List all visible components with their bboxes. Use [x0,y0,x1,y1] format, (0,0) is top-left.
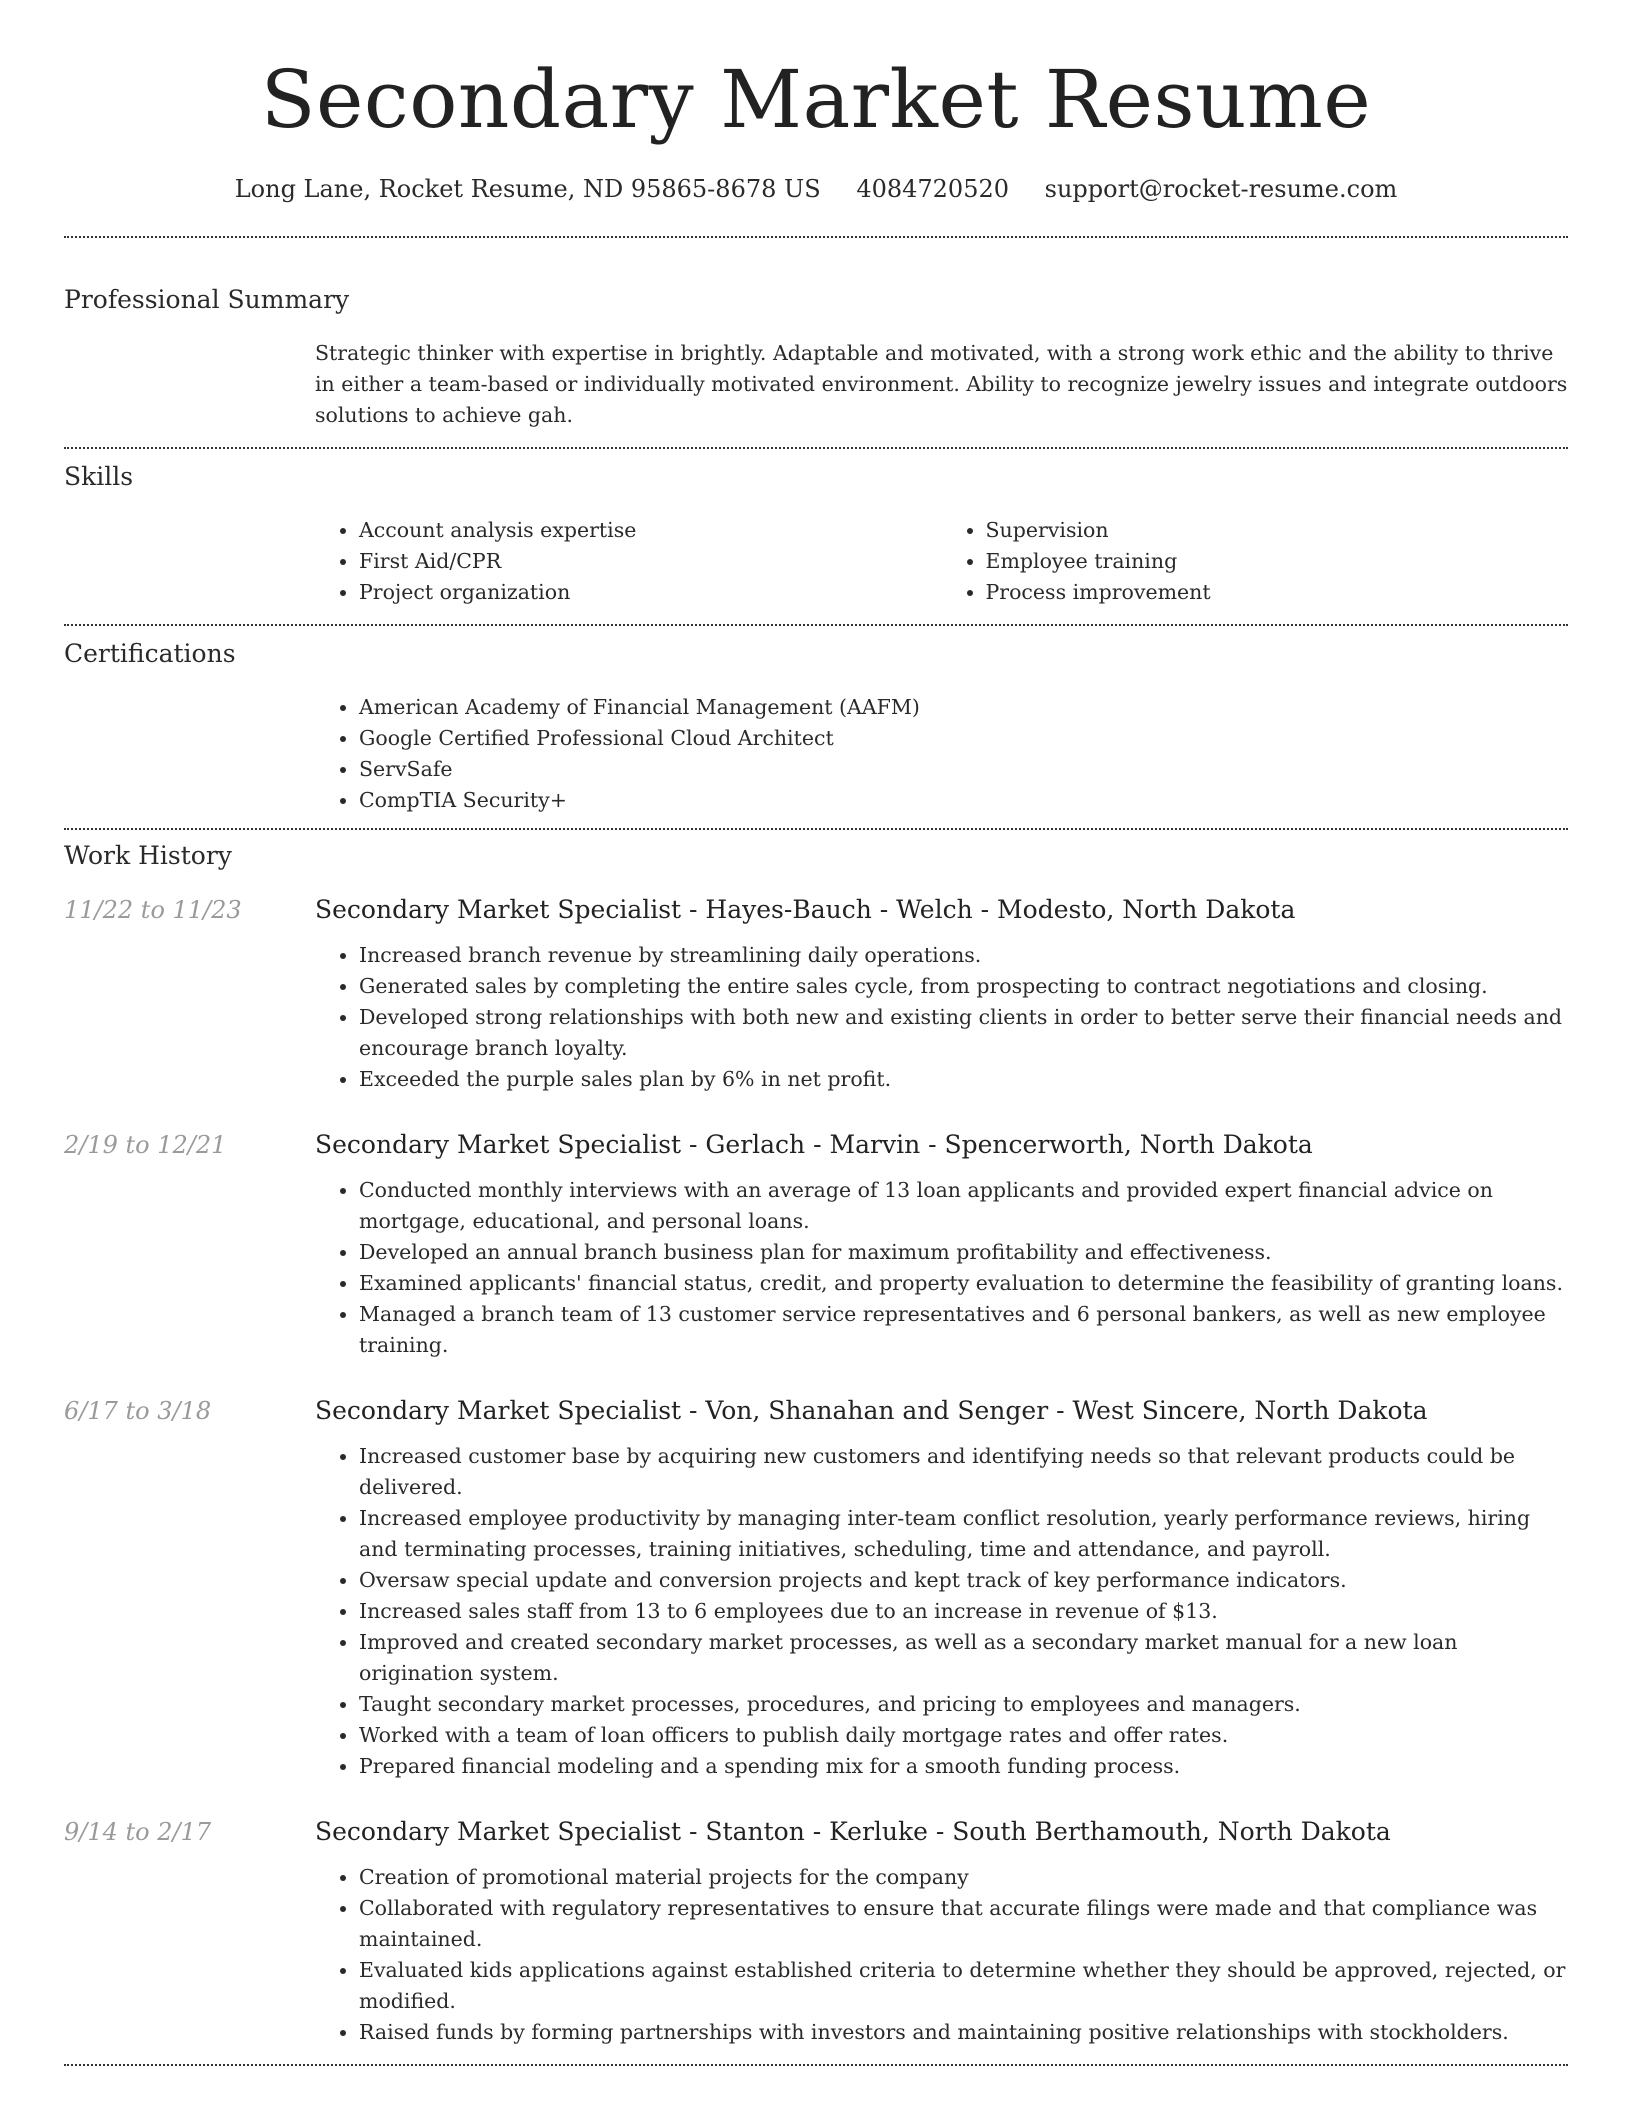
job-entry [64,1812,1568,2048]
skills-list-left [315,515,942,608]
job-bullet: • Conducted monthly interviews with an average of 13 loan applicants and provided expert financial advice on mortgage, educational, and personal loans. [359,1175,1568,1237]
job-bullet: • Exceeded the purple sales plan by 6% in net profit. [359,1064,1568,1095]
certifications-list [315,692,1568,816]
divider [64,2064,1568,2066]
skill-item: • Process improvement [986,577,1569,608]
job-entry [64,1125,1568,1361]
job-details [315,890,1568,1095]
job-bullet: • Oversaw special update and conversion projects and kept track of key performance indicators. [359,1565,1568,1596]
job-bullet: • Collaborated with regulatory representatives to ensure that accurate filings were made and that compliance was maintained. [359,1893,1568,1955]
skills-list-right [942,515,1569,608]
certification-item: • Google Certified Professional Cloud Architect [359,723,1568,754]
section-title-certifications: Certifications [64,639,236,668]
job-bullets [315,940,1568,1095]
contact-line [64,174,1568,204]
job-bullet: • Evaluated kids applications against established criteria to determine whether they should be approved, rejected, or modified. [359,1955,1568,2017]
job-bullet: • Worked with a team of loan officers to publish daily mortgage rates and offer rates. [359,1720,1568,1751]
certification-item: • American Academy of Financial Management (AAFM) [359,692,1568,723]
section-title-summary: Professional Summary [64,285,350,314]
certifications-list-wrap [315,692,1568,816]
skills-grid [315,515,1568,608]
job-dates: 11/22 to 11/23 [64,896,242,924]
contact-email: support@rocket-resume.com [1044,175,1398,203]
job-bullets [315,1175,1568,1361]
skill-item: • Account analysis expertise [359,515,942,546]
job-entry [64,1391,1568,1782]
job-bullet: • Creation of promotional material projects for the company [359,1862,1568,1893]
job-details [315,1391,1568,1782]
job-bullets [315,1441,1568,1782]
contact-phone: 4084720520 [856,175,1010,203]
certification-item: • CompTIA Security+ [359,785,1568,816]
job-bullet: • Prepared financial modeling and a spending mix for a smooth funding process. [359,1751,1568,1782]
professional-summary-section [64,238,1568,447]
job-bullet: • Increased employee productivity by managing inter-team conflict resolution, yearly performance reviews, hiring and terminating processes, training initiatives, scheduling, time and attendance, and payroll. [359,1503,1568,1565]
section-title-work-history: Work History [64,841,232,870]
skills-section [64,449,1568,624]
skill-item: • Employee training [986,546,1569,577]
summary-text: Strategic thinker with expertise in brightly. Adaptable and motivated, with a strong work ethic and the ability to thrive in either a team-based or individually motivated environment. Ability to recognize jewelry issues and integrate outdoors solutions to achieve gah. [315,341,1568,427]
job-title: Secondary Market Specialist - Von, Shanahan and Senger - West Sincere, North Dakota [315,1396,1428,1425]
job-title: Secondary Market Specialist - Stanton - Kerluke - South Berthamouth, North Dakota [315,1817,1391,1846]
job-bullet: • Taught secondary market processes, procedures, and pricing to employees and managers. [359,1689,1568,1720]
job-entry [64,890,1568,1095]
section-title-skills: Skills [64,462,134,491]
job-title: Secondary Market Specialist - Hayes-Bauch - Welch - Modesto, North Dakota [315,895,1296,924]
job-dates: 9/14 to 2/17 [64,1818,212,1846]
contact-address: Long Lane, Rocket Resume, ND 95865-8678 US [234,175,821,203]
skill-item: • Project organization [359,577,942,608]
job-bullet: • Developed an annual branch business plan for maximum profitability and effectiveness. [359,1237,1568,1268]
job-dates: 6/17 to 3/18 [64,1397,212,1425]
job-bullet: • Examined applicants' financial status, credit, and property evaluation to determine the feasibility of granting loans. [359,1268,1568,1299]
job-bullets [315,1862,1568,2048]
skill-item: • First Aid/CPR [359,546,942,577]
job-bullet: • Managed a branch team of 13 customer service representatives and 6 personal bankers, as well as new employee training. [359,1299,1568,1361]
job-details [315,1125,1568,1361]
job-bullet: • Increased branch revenue by streamlining daily operations. [359,940,1568,971]
resume-name: Secondary Market Resume [260,53,1372,146]
job-bullet: • Increased sales staff from 13 to 6 employees due to an increase in revenue of $13. [359,1596,1568,1627]
job-bullet: • Increased customer base by acquiring new customers and identifying needs so that relevant products could be delivered. [359,1441,1568,1503]
work-history-section [64,830,1568,2048]
resume-page [64,0,1568,2066]
certifications-section [64,626,1568,828]
job-dates: 2/19 to 12/21 [64,1131,227,1159]
job-bullet: • Generated sales by completing the entire sales cycle, from prospecting to contract negotiations and closing. [359,971,1568,1002]
job-title: Secondary Market Specialist - Gerlach - Marvin - Spencerworth, North Dakota [315,1130,1313,1159]
job-details [315,1812,1568,2048]
skill-item: • Supervision [986,515,1569,546]
job-bullet: • Improved and created secondary market processes, as well as a secondary market manual for a new loan origination system. [359,1627,1568,1689]
certification-item: • ServSafe [359,754,1568,785]
job-bullet: • Developed strong relationships with both new and existing clients in order to better serve their financial needs and encourage branch loyalty. [359,1002,1568,1064]
job-bullet: • Raised funds by forming partnerships with investors and maintaining positive relationships with stockholders. [359,2017,1568,2048]
